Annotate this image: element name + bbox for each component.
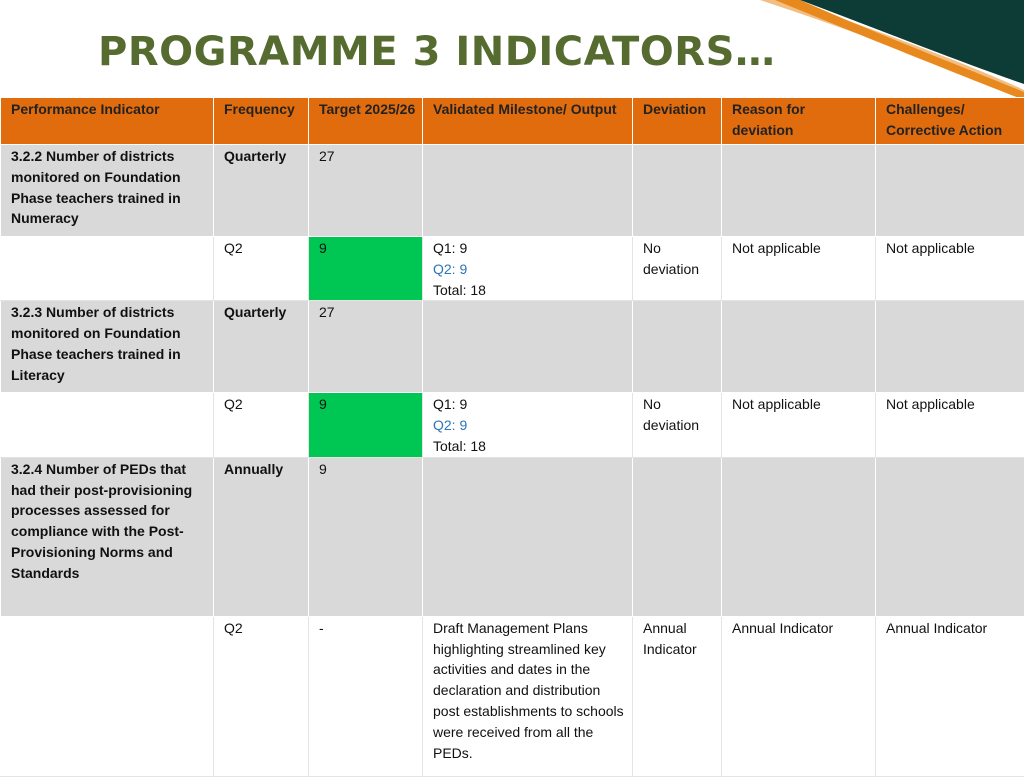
quarter-cell: Q2: [214, 237, 309, 301]
target-cell: 27: [309, 145, 423, 237]
table-row: [1, 301, 1024, 393]
table-row: [1, 457, 1024, 616]
milestone-q2: Q2: 9: [433, 415, 626, 436]
milestone-q2: Q2: 9: [433, 259, 626, 280]
target-cell: 27: [309, 301, 423, 393]
milestone-total: Total: 18: [433, 280, 626, 301]
table-row: [1, 145, 1024, 237]
header-deviation: Deviation: [633, 98, 722, 145]
page-title: PROGRAMME 3 INDICATORS…: [98, 26, 775, 78]
milestone-cell: [423, 145, 633, 237]
quarter-cell: Q2: [214, 393, 309, 457]
milestone-cell: Draft Management Plans highlighting streamlined key activities and dates in the declaration and distribution post establishments to schools were received from all the PEDs.: [423, 616, 633, 776]
challenges-cell: Not applicable: [876, 237, 1024, 301]
frequency-cell: Annually: [214, 457, 309, 616]
table-header-row: [1, 98, 1024, 145]
challenges-cell: [876, 301, 1024, 393]
indicators-table: [0, 97, 1024, 777]
indicator-cell: 3.2.4 Number of PEDs that had their post-provisioning processes assessed for compliance with the Post-Provisioning Norms and Standards: [1, 457, 214, 616]
milestone-cell: [423, 457, 633, 616]
deviation-cell: No deviation: [633, 393, 722, 457]
indicator-cell: 3.2.2 Number of districts monitored on Foundation Phase teachers trained in Numeracy: [1, 145, 214, 237]
challenges-cell: [876, 145, 1024, 237]
milestone-q1: Q1: 9: [433, 238, 626, 259]
challenges-cell: Not applicable: [876, 393, 1024, 457]
milestone-cell: [423, 237, 633, 301]
milestone-cell: [423, 301, 633, 393]
deviation-cell: [633, 301, 722, 393]
milestone-cell: [423, 393, 633, 457]
reason-cell: Not applicable: [722, 393, 876, 457]
target-cell: 9: [309, 237, 423, 301]
table-row: [1, 393, 1024, 457]
reason-cell: [722, 301, 876, 393]
reason-cell: Not applicable: [722, 237, 876, 301]
challenges-cell: Annual Indicator: [876, 616, 1024, 776]
challenges-cell: [876, 457, 1024, 616]
deviation-cell: Annual Indicator: [633, 616, 722, 776]
header-performance-indicator: Performance Indicator: [1, 98, 214, 145]
reason-cell: Annual Indicator: [722, 616, 876, 776]
target-cell: 9: [309, 393, 423, 457]
indicator-cell: 3.2.3 Number of districts monitored on Foundation Phase teachers trained in Literacy: [1, 301, 214, 393]
milestone-total: Total: 18: [433, 436, 626, 457]
table-row: [1, 616, 1024, 776]
deviation-cell: No deviation: [633, 237, 722, 301]
header-reason-for-deviation: Reason for deviation: [722, 98, 876, 145]
reason-cell: [722, 145, 876, 237]
frequency-cell: Quarterly: [214, 145, 309, 237]
indicator-cell: [1, 237, 214, 301]
frequency-cell: Quarterly: [214, 301, 309, 393]
deviation-cell: [633, 457, 722, 616]
indicator-cell: [1, 616, 214, 776]
header-target: Target 2025/26: [309, 98, 423, 145]
deviation-cell: [633, 145, 722, 237]
header-validated-milestone: Validated Milestone/ Output: [423, 98, 633, 145]
header-frequency: Frequency: [214, 98, 309, 145]
quarter-cell: Q2: [214, 616, 309, 776]
milestone-q1: Q1: 9: [433, 394, 626, 415]
table-row: [1, 237, 1024, 301]
target-cell: 9: [309, 457, 423, 616]
header-challenges: Challenges/ Corrective Action: [876, 98, 1024, 145]
reason-cell: [722, 457, 876, 616]
indicator-cell: [1, 393, 214, 457]
target-cell: -: [309, 616, 423, 776]
